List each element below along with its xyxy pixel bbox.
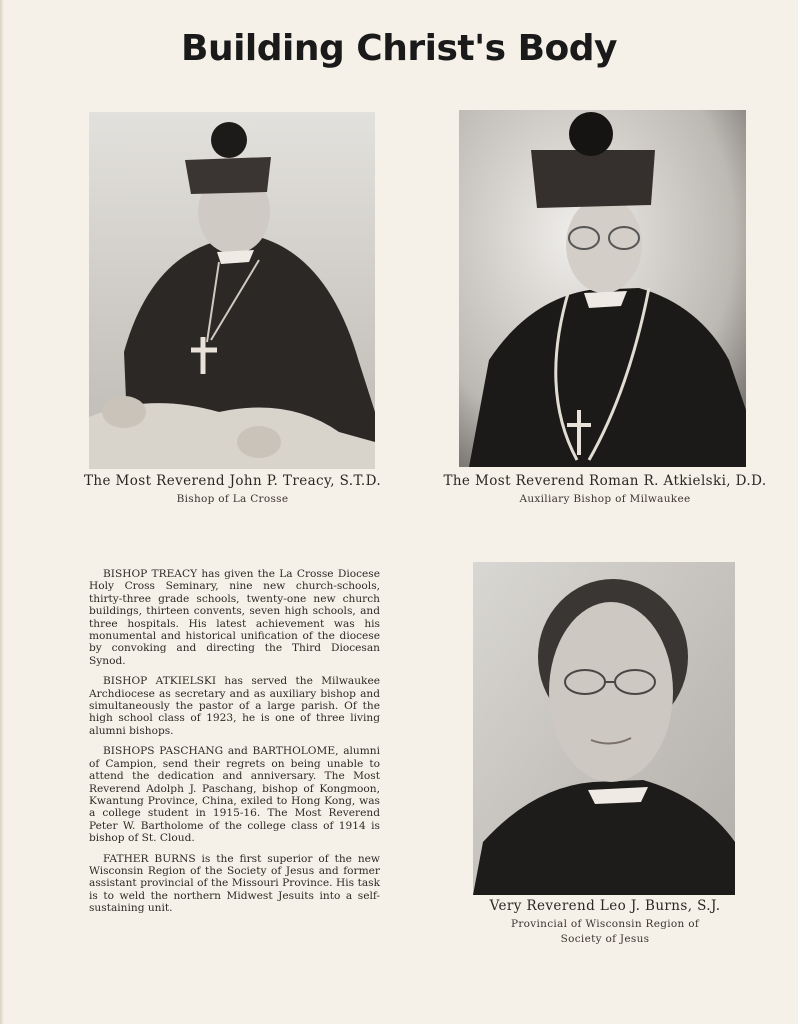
portrait-photo-atkielski — [459, 110, 746, 467]
page-edge — [0, 0, 4, 1024]
caption-burns-subtitle-line2: Society of Jesus — [560, 933, 650, 945]
paragraph-atkielski: BISHOP ATKIELSKI has served the Milwaukee Archdiocese as secretary and as auxiliary bishop and simultaneously the pastor of a large parish. Of the high school class of 1923, he is one of three living alumni bishops. — [89, 675, 380, 737]
caption-burns-subtitle — [455, 917, 755, 947]
caption-burns-subtitle-line1: Provincial of Wisconsin Region of — [510, 918, 700, 930]
caption-atkielski — [440, 473, 770, 507]
caption-burns — [455, 898, 755, 947]
paragraph-paschang-bartholome: BISHOPS PASCHANG and BARTHOLOME, alumni of Campion, send their regrets on being unable to attend the dedication and anniversary. The Most Reverend Adolph J. Paschang, bishop of Kongmoon, Kwantung Province, China, exiled to Hong Kong, was a college student in 1915-16. The Most Reverend Peter W. Bartholome of the college class of 1914 is bishop of St. Cloud. — [89, 745, 380, 845]
caption-treacy-subtitle: Bishop of La Crosse — [176, 493, 289, 505]
portrait-photo-treacy — [89, 112, 375, 469]
burns-portrait-image — [473, 562, 735, 895]
portrait-photo-burns — [473, 562, 735, 895]
paragraph-treacy: BISHOP TREACY has given the La Crosse Diocese Holy Cross Seminary, nine new church-schools, thirty-three grade schools, twenty-one new church buildings, thirteen convents, seven high schools, and three hospitals. His latest achievement was his monumental and historical unification of the diocese by convoking and directing the Third Diocesan Synod. — [89, 568, 380, 667]
caption-burns-name: Very Reverend Leo J. Burns, S.J. — [489, 898, 721, 914]
caption-treacy-name: The Most Reverend John P. Treacy, S.T.D. — [83, 473, 382, 489]
caption-treacy — [70, 473, 395, 507]
caption-atkielski-subtitle: Auxiliary Bishop of Milwaukee — [519, 493, 691, 505]
paragraph-burns: FATHER BURNS is the first superior of the new Wisconsin Region of the Society of Jesus and former assistant provincial of the Missouri Province. His task is to weld the northern Midwest Jesuits into a self-sustaining unit. — [89, 852, 380, 915]
atkielski-portrait-image — [459, 110, 746, 467]
treacy-portrait-image — [89, 112, 375, 469]
page-title: Building Christ's Body — [181, 28, 617, 69]
caption-atkielski-name: The Most Reverend Roman R. Atkielski, D.D. — [443, 473, 767, 489]
article-body — [89, 568, 380, 923]
